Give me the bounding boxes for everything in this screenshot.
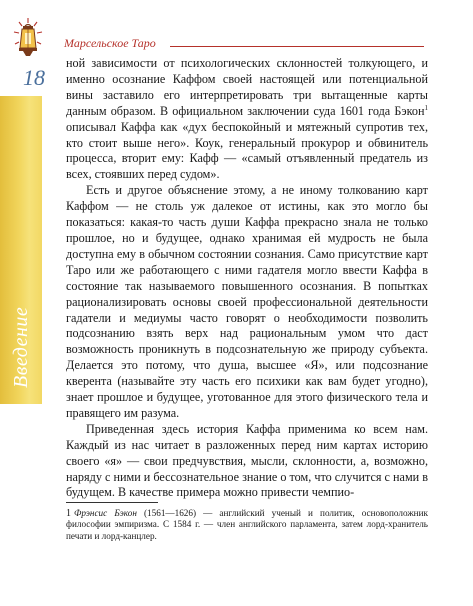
header-rule — [170, 46, 424, 47]
body-text — [66, 56, 428, 501]
footnote-marker: 1 — [66, 508, 71, 519]
paragraph-1 — [66, 56, 428, 183]
page-number: 18 — [23, 65, 45, 90]
section-label: Введение — [10, 306, 32, 388]
paragraph-1-part-b: описывал Каффа как «дух беспокойный и мятежный супротив тех, кто стоит выше него». Коук, генеральный прокурор и обвинитель процесса, вторит ему: Кафф — «самый отъявленный предатель из всех, стоявших перед судом». — [66, 119, 428, 182]
running-title: Марсельское Таро — [64, 36, 156, 50]
paragraph-3: Приведенная здесь история Каффа применима ко всем нам. Каждый из нас читает в разложенных перед ним картах историю своего «я» — свои предчувствия, мысли, склонности, а, возможно, наряду с ними и бессознательное знание о том, что случится с нами в будущем. В качестве примера можно привести чемпио- — [66, 421, 428, 500]
paragraph-1-part-a: ной зависимости от психологических склонностей толкующего, и именно осознание Каффом своей настоящей или потенциальной вины заставило его интерпретировать три вытащенные карты данным образом. В официальном заключении суда 1601 года Бэкон — [66, 56, 428, 118]
section-tab — [0, 96, 42, 404]
lantern-icon — [10, 14, 46, 62]
footnote-rule — [66, 502, 158, 503]
footnote-reference[interactable]: 1 — [424, 103, 428, 112]
footnote-name: Фрэнсис Бэкон — [74, 508, 137, 518]
footnote-text: (1561—1626) — английский ученый и политик, основоположник философии эмпиризма. С 1584 г. — член английского парламента, затем лорд-хранитель печати и лорд-канцлер. — [66, 508, 428, 541]
footnote — [66, 508, 428, 542]
paragraph-2: Есть и другое объяснение этому, а не иному толкованию карт Каффом — не столь уж далекое от истины, как это могло бы показаться: какая-то часть души Каффа прекрасно знала не только прошлое, но и будущее, однако хранимая ей мудрость не была доступна ему в обычном состоянии сознания. Само присутствие карт Таро или же работающего с ними гадателя могло ввести Каффа в состояние так называемого повышенного осознания. В попытках рационализировать основы своей профессиональной деятельности гадатели и медиумы часто говорят о необходимости позволить подсознанию взять верх над рациональным умом что даст возможность проникнуть в подсознательную же природу субъекта. Делается это потому, что душа, высшее «Я», или подсознание кверента (называйте эту часть его психики как вам будет угодно), знает прошлое и будущее, уготованное для этого физического тела и правящего им разума. — [66, 183, 428, 420]
